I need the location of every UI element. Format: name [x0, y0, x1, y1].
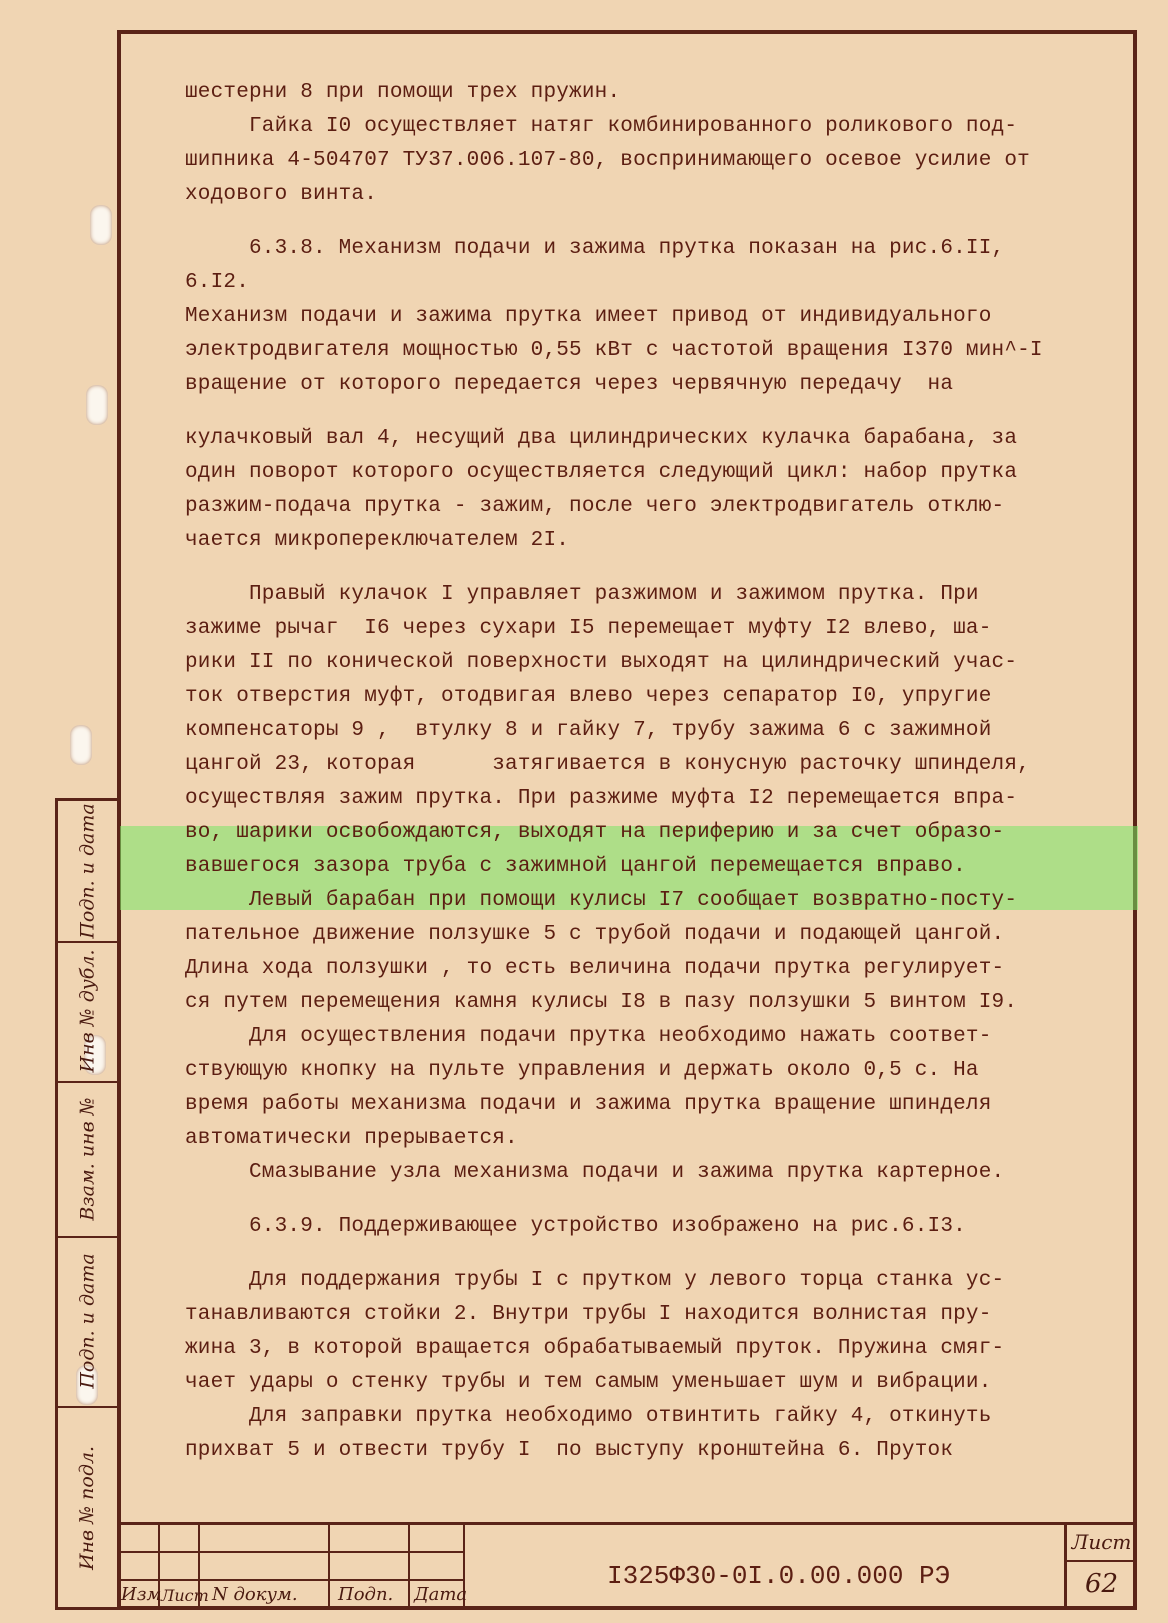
- text-line: пательное движение ползушке 5 с трубой подачи и подающей цангой.: [185, 923, 1005, 946]
- tb-cell: [200, 1581, 330, 1609]
- tb-cell: [330, 1525, 410, 1553]
- tb-cell: [200, 1525, 330, 1553]
- text-line: кулачковый вал 4, несущий два цилиндрических кулачка барабана, за: [185, 427, 1018, 450]
- text-line: автоматически прерывается.: [185, 1127, 518, 1150]
- text-line: шестерни 8 при помощи трех пружин.: [185, 81, 621, 104]
- text-line: Левый барабан при помощи кулисы I7 сообщает возвратно-посту-: [185, 889, 1018, 912]
- text-line: ствующую кнопку на пульте управления и держать около 0,5 с. На: [185, 1059, 979, 1082]
- text-line: ся путем перемещения камня кулисы I8 в пазу ползушки 5 винтом I9.: [185, 991, 1018, 1014]
- text-line: 6.3.9. Поддерживающее устройство изображено на рис.6.I3.: [185, 1215, 966, 1238]
- text-line: зажиме рычаг I6 через сухари I5 перемещает муфту I2 влево, ша-: [185, 617, 992, 640]
- tb-label-change: Изм: [121, 1584, 162, 1605]
- tb-cell: [200, 1553, 330, 1581]
- tb-cell: [330, 1553, 410, 1581]
- text-line: один поворот которого осуществляется следующий цикл: набор прутка: [185, 461, 1018, 484]
- text-line: компенсаторы 9 , втулку 8 и гайку 7, трубу зажима 6 с зажимной: [185, 719, 992, 742]
- side-stamp-column: [55, 798, 117, 1610]
- text-line: прихват 5 и отвести трубу I по выступу кронштейна 6. Пруток: [185, 1439, 954, 1462]
- text-line: Смазывание узла механизма подачи и зажима прутка картерное.: [185, 1161, 1005, 1184]
- document-code: I325Ф30-0I.0.00.000 РЭ: [607, 1561, 951, 1591]
- tb-cell: [160, 1581, 209, 1609]
- tb-cell: [160, 1525, 200, 1553]
- sheet-number: 62: [1084, 1569, 1119, 1599]
- text-line: разжим-подача прутка - зажим, после чего электродвигатель отклю-: [185, 495, 1005, 518]
- text-line: вращение от которого передается через червячную передачу на: [185, 373, 954, 396]
- body-text: [185, 76, 1115, 1468]
- tb-cell: [160, 1553, 200, 1581]
- tb-label-sheet: Лист: [161, 1586, 209, 1605]
- text-line: шипника 4-504707 ТУ37.006.107-80, воспринимающего осевое усилие от: [185, 149, 1030, 172]
- side-cell-replace-inv: [58, 1081, 117, 1238]
- tb-cell: [410, 1581, 468, 1609]
- text-line: осуществляя зажим прутка. При разжиме муфта I2 перемещается впра-: [185, 787, 1018, 810]
- tb-label-signature: Подп.: [338, 1584, 394, 1605]
- text-line: Длина хода ползушки , то есть величина подачи прутка регулирует-: [185, 957, 1005, 980]
- punch-hole: [86, 385, 108, 425]
- side-cell-orig-inv: [58, 1406, 117, 1610]
- text-line: ток отверстия муфт, отодвигая влево через сепаратор I0, упругие: [185, 685, 992, 708]
- text-line: 6.I2.: [185, 271, 250, 294]
- paragraph-gap: [185, 402, 1115, 422]
- tb-cell: [330, 1581, 410, 1609]
- tb-cell: [120, 1553, 160, 1581]
- text-line: Правый кулачок I управляет разжимом и зажимом прутка. При: [185, 583, 979, 606]
- text-line: танавливаются стойки 2. Внутри трубы I находится волнистая пру-: [185, 1303, 992, 1326]
- tb-label-date: Дата: [414, 1584, 468, 1605]
- paragraph-gap: [185, 212, 1115, 232]
- side-label: Подп. и дата: [76, 1253, 99, 1389]
- text-line: Для поддержания трубы I с прутком у левого торца станка ус-: [185, 1269, 1005, 1292]
- text-line: Механизм подачи и зажима прутка имеет привод от индивидуального: [185, 305, 992, 328]
- paragraph-gap: [185, 1190, 1115, 1210]
- text-line: рики II по конической поверхности выходят на цилиндрический учас-: [185, 651, 1018, 674]
- side-label: Инв № подл.: [76, 1445, 99, 1571]
- side-label: Инв № дубл.: [76, 949, 99, 1073]
- tb-cell: [410, 1553, 465, 1581]
- tb-cell: [120, 1525, 160, 1553]
- text-line: Гайка I0 осуществляет натяг комбинированного роликового под-: [185, 115, 1018, 138]
- side-cell-sign-date-2: [58, 1236, 117, 1408]
- text-line: чается микропереключателем 2I.: [185, 529, 570, 552]
- text-line: Для заправки прутка необходимо отвинтить гайку 4, откинуть: [185, 1405, 992, 1428]
- punch-hole: [70, 725, 92, 765]
- text-line: вавшегося зазора труба с зажимной цангой перемещается вправо.: [185, 855, 966, 878]
- sheet-number-box: [1064, 1522, 1136, 1608]
- text-line: ходового винта.: [185, 183, 378, 206]
- text-line: 6.3.8. Механизм подачи и зажима прутка показан на рис.6.II,: [185, 237, 1005, 260]
- text-line: цангой 23, которая затягивается в конусную расточку шпинделя,: [185, 753, 1030, 776]
- paragraph-gap: [185, 1244, 1115, 1264]
- text-line: во, шарики освобождаются, выходят на периферию и за счет образо-: [185, 821, 1005, 844]
- tb-label-document: N докум.: [212, 1584, 298, 1605]
- tb-cell: [120, 1581, 160, 1609]
- tb-cell: [410, 1525, 465, 1553]
- side-cell-dup-inv: [58, 941, 117, 1083]
- text-line: жина 3, в которой вращается обрабатываемый пруток. Пружина смяг-: [185, 1337, 1005, 1360]
- paragraph-gap: [185, 558, 1115, 578]
- punch-hole: [90, 205, 112, 245]
- sheet-label: Лист: [1067, 1522, 1136, 1562]
- side-label: Подп. и дата: [76, 803, 99, 939]
- text-line: время работы механизма подачи и зажима прутка вращение шпинделя: [185, 1093, 992, 1116]
- text-line: электродвигателя мощностью 0,55 кВт с частотой вращения I370 мин^-I: [185, 339, 1043, 362]
- text-line: Для осуществления подачи прутка необходимо нажать соответ-: [185, 1025, 992, 1048]
- side-cell-sign-date: [58, 801, 117, 943]
- text-line: чает удары о стенку трубы и тем самым уменьшает шум и вибрации.: [185, 1371, 992, 1394]
- side-label: Взам. инв №: [76, 1096, 99, 1221]
